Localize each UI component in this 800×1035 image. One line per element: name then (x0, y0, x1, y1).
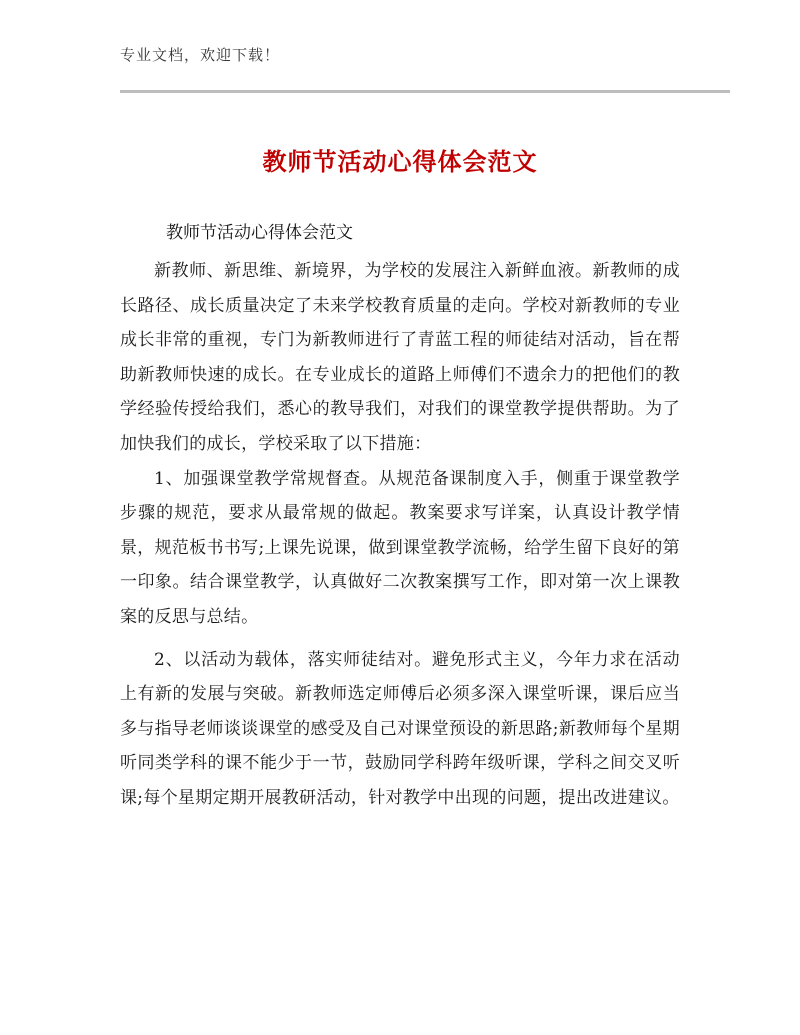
document-title: 教师节活动心得体会范文 (262, 148, 538, 176)
paragraph-measure-2: 2、以活动为载体，落实师徒结对。避免形式主义，今年力求在活动上有新的发展与突破。新教师选定师傅后必须多深入课堂听课，课后应当多与指导老师谈谈课堂的感受及自己对课堂预设的新思路;新教师每个星期听同类学科的课不能少于一节，鼓励同学科跨年级听课，学科之间交叉听课;每个星期定期开展教研活动，针对教学中出现的问题，提出改进建议。 (120, 649, 680, 808)
paragraph-measure-1: 1、加强课堂教学常规督查。从规范备课制度入手，侧重于课堂教学步骤的规范，要求从最常规的做起。教案要求写详案，认真设计教学情景，规范板书书写;上课先说课，做到课堂教学流畅，给学生留下良好的第一印象。结合课堂教学，认真做好二次教案撰写工作，即对第一次上课教案的反思与总结。 (120, 468, 680, 627)
header-note: 专业文档，欢迎下载！ (120, 46, 281, 64)
header-divider (120, 90, 730, 93)
document-subtitle: 教师节活动心得体会范文 (166, 223, 353, 243)
document-body (120, 254, 680, 816)
paragraph-intro: 新教师、新思维、新境界，为学校的发展注入新鲜血液。新教师的成长路径、成长质量决定了未来学校教育质量的走向。学校对新教师的专业成长非常的重视，专门为新教师进行了青蓝工程的师徒结对活动，旨在帮助新教师快速的成长。在专业成长的道路上师傅们不遗余力的把他们的教学经验传授给我们，悉心的教导我们，对我们的课堂教学提供帮助。为了加快我们的成长，学校采取了以下措施： (120, 261, 680, 454)
